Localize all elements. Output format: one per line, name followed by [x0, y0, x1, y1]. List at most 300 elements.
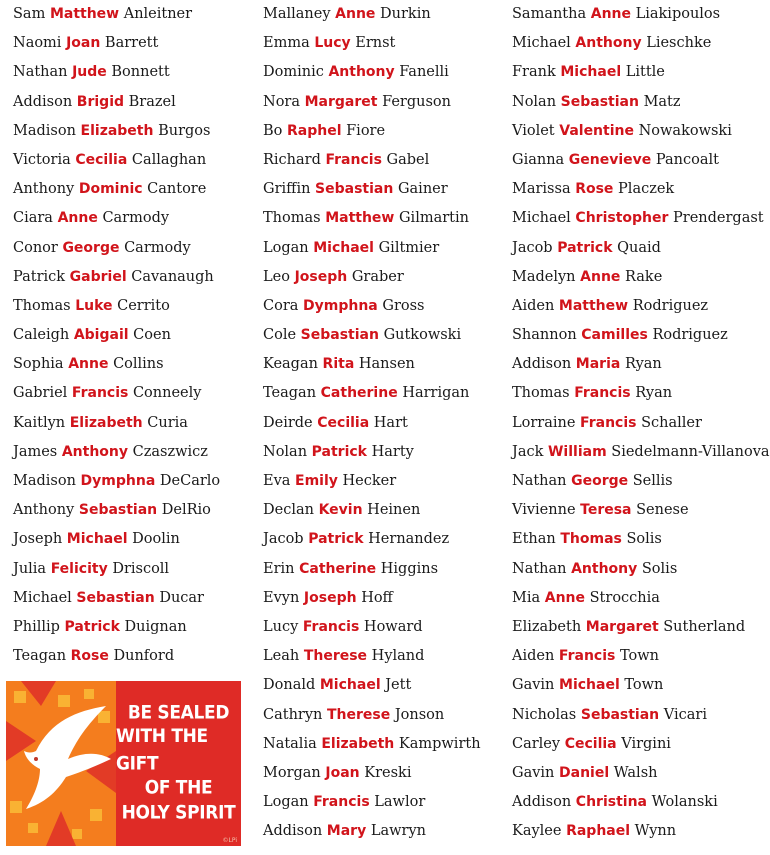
- name-entry: [13, 117, 220, 146]
- first-name: Lorraine: [512, 414, 576, 431]
- saint-name: Patrick: [557, 239, 613, 256]
- first-name: Gabriel: [13, 385, 68, 402]
- last-name: Schaller: [641, 414, 702, 431]
- name-entry: [263, 379, 481, 408]
- last-name: Walsh: [613, 764, 658, 781]
- banner-line: BE SEALED: [127, 701, 230, 724]
- name-entry: [512, 263, 770, 292]
- last-name: Wynn: [634, 823, 677, 840]
- saint-name: Sebastian: [300, 327, 379, 344]
- saint-name: Patrick: [311, 443, 367, 460]
- last-name: Town: [619, 648, 659, 665]
- name-entry: [263, 409, 481, 438]
- saint-name: Camilles: [581, 327, 648, 344]
- name-entry: [512, 817, 770, 846]
- name-entry: [263, 29, 481, 58]
- banner-line: HOLY SPIRIT: [121, 801, 236, 824]
- name-entry: [512, 701, 770, 730]
- last-name: Gross: [382, 297, 425, 314]
- saint-name: Michael: [66, 531, 128, 548]
- name-entry: [512, 0, 770, 29]
- name-entry: [263, 788, 481, 817]
- saint-name: Joseph: [294, 268, 348, 285]
- name-entry: [512, 117, 770, 146]
- saint-name: Matthew: [325, 210, 395, 227]
- name-entry: [13, 379, 220, 408]
- saint-name: Kevin: [318, 502, 363, 519]
- first-name: Kaylee: [512, 823, 562, 840]
- name-entry: [512, 321, 770, 350]
- saint-name: Anthony: [61, 443, 129, 460]
- first-name: Thomas: [263, 210, 321, 227]
- last-name: Wolanski: [651, 794, 718, 811]
- name-entry: [13, 467, 220, 496]
- name-entry: [263, 438, 481, 467]
- first-name: Caleigh: [13, 327, 70, 344]
- first-name: Richard: [263, 151, 321, 168]
- saint-name: Michael: [319, 677, 381, 694]
- first-name: Thomas: [512, 385, 570, 402]
- saint-name: Dominic: [78, 181, 143, 198]
- name-entry: [263, 467, 481, 496]
- saint-name: Sebastian: [76, 589, 155, 606]
- last-name: Barrett: [104, 35, 159, 52]
- name-entry: [13, 350, 220, 379]
- first-name: Sam: [13, 6, 46, 22]
- first-name: Dominic: [263, 64, 324, 81]
- saint-name: Cecilia: [564, 735, 617, 752]
- last-name: Cantore: [147, 181, 207, 198]
- last-name: Sutherland: [663, 618, 746, 635]
- first-name: Michael: [512, 210, 571, 227]
- name-entry: [263, 701, 481, 730]
- name-entry: [263, 525, 481, 554]
- name-entry: [13, 642, 220, 671]
- first-name: Marissa: [512, 181, 571, 198]
- first-name: Michael: [512, 35, 571, 52]
- saint-name: Sebastian: [315, 181, 394, 198]
- first-name: Mia: [512, 589, 541, 606]
- name-entry: [263, 496, 481, 525]
- saint-name: Thomas: [560, 531, 622, 548]
- last-name: Senese: [636, 502, 689, 519]
- last-name: Sellis: [632, 473, 673, 489]
- saint-name: Cecilia: [317, 414, 370, 431]
- saint-name: Francis: [302, 618, 360, 635]
- name-entry: [13, 29, 220, 58]
- last-name: Ryan: [624, 356, 662, 373]
- first-name: Griffin: [263, 181, 311, 198]
- first-name: Addison: [263, 823, 323, 840]
- saint-name: Joseph: [303, 589, 357, 606]
- name-entry: [512, 642, 770, 671]
- first-name: Emma: [263, 35, 310, 52]
- saint-name: Sebastian: [580, 706, 660, 723]
- saint-name: Michael: [560, 64, 622, 81]
- first-name: Teagan: [13, 648, 67, 665]
- name-entry: [13, 204, 220, 233]
- last-name: Giltmier: [378, 239, 440, 256]
- last-name: Placzek: [618, 181, 675, 198]
- last-name: Conneely: [132, 385, 202, 402]
- names-column-3: [512, 0, 770, 846]
- name-entry: [512, 584, 770, 613]
- name-entry: [13, 88, 220, 117]
- saint-name: Catherine: [299, 560, 377, 577]
- last-name: Durkin: [380, 6, 431, 22]
- first-name: Anthony: [13, 502, 75, 519]
- last-name: Harrigan: [402, 385, 470, 402]
- last-name: Little: [625, 64, 665, 81]
- first-name: Mallaney: [263, 6, 331, 22]
- name-entry: [13, 292, 220, 321]
- last-name: Hoff: [361, 589, 393, 606]
- first-name: Gavin: [512, 764, 555, 781]
- first-name: Jack: [512, 443, 544, 460]
- last-name: Callaghan: [131, 151, 207, 168]
- last-name: Pancoalt: [655, 151, 719, 168]
- saint-name: George: [571, 473, 629, 489]
- last-name: Lawryn: [370, 823, 426, 840]
- first-name: Nolan: [512, 93, 557, 110]
- last-name: Ernst: [355, 35, 396, 52]
- first-name: Gavin: [512, 677, 555, 694]
- saint-name: Sebastian: [78, 502, 158, 519]
- last-name: Lieschke: [646, 35, 712, 52]
- name-entry: [263, 613, 481, 642]
- name-entry: [263, 175, 481, 204]
- names-column-1: [13, 0, 220, 671]
- first-name: Michael: [13, 589, 72, 606]
- first-name: Ciara: [13, 210, 53, 227]
- saint-name: Genevieve: [568, 151, 652, 168]
- first-name: Erin: [263, 560, 295, 577]
- saint-name: Mary: [326, 823, 367, 840]
- saint-name: Maria: [575, 356, 621, 373]
- last-name: Matz: [643, 93, 681, 110]
- last-name: Heinen: [367, 502, 421, 519]
- saint-name: Matthew: [49, 6, 120, 22]
- first-name: Eva: [263, 473, 291, 489]
- saint-name: Joan: [325, 764, 360, 781]
- first-name: Jacob: [263, 531, 304, 548]
- name-entry: [263, 88, 481, 117]
- first-name: James: [13, 443, 58, 460]
- name-entry: [512, 175, 770, 204]
- first-name: Keagan: [263, 356, 318, 373]
- first-name: Addison: [512, 794, 572, 811]
- name-entry: [263, 292, 481, 321]
- saint-name: Francis: [71, 385, 129, 402]
- last-name: Rake: [625, 268, 663, 285]
- first-name: Anthony: [13, 181, 75, 198]
- last-name: Czaszwicz: [132, 443, 208, 460]
- name-entry: [512, 409, 770, 438]
- first-name: Declan: [263, 502, 314, 519]
- name-entry: [13, 263, 220, 292]
- first-name: Joseph: [13, 531, 63, 548]
- last-name: Graber: [351, 268, 404, 285]
- name-entry: [512, 555, 770, 584]
- name-entry: [13, 0, 220, 29]
- first-name: Morgan: [263, 764, 321, 781]
- first-name: Nathan: [512, 473, 567, 489]
- copyright-mark: ©LPi: [222, 837, 237, 844]
- name-entry: [13, 525, 220, 554]
- saint-name: Anne: [57, 210, 98, 227]
- last-name: Solis: [626, 531, 662, 548]
- saint-name: Anne: [590, 6, 631, 22]
- last-name: Vicari: [663, 706, 707, 723]
- last-name: Fanelli: [399, 64, 449, 81]
- saint-name: Patrick: [64, 618, 120, 635]
- last-name: DelRio: [161, 502, 211, 519]
- last-name: Collins: [113, 356, 164, 373]
- saint-name: Teresa: [580, 502, 632, 519]
- saint-name: Rose: [70, 648, 109, 665]
- first-name: Carley: [512, 735, 561, 752]
- last-name: Siedelmann-Villanova: [611, 443, 770, 460]
- saint-name: Francis: [325, 151, 382, 168]
- last-name: Quaid: [617, 239, 661, 256]
- first-name: Vivienne: [512, 502, 576, 519]
- last-name: Gainer: [397, 181, 448, 198]
- saint-name: Luke: [75, 297, 113, 314]
- saint-name: Rita: [322, 356, 355, 373]
- first-name: Logan: [263, 239, 309, 256]
- last-name: Kreski: [364, 764, 412, 781]
- first-name: Kaitlyn: [13, 414, 66, 431]
- saint-name: Patrick: [308, 531, 364, 548]
- name-entry: [13, 555, 220, 584]
- first-name: Cole: [263, 327, 297, 344]
- name-entry: [263, 671, 481, 700]
- name-entry: [512, 204, 770, 233]
- saint-name: Christopher: [575, 210, 669, 227]
- name-entry: [13, 438, 220, 467]
- first-name: Elizabeth: [512, 618, 582, 635]
- name-entry: [263, 263, 481, 292]
- name-entry: [512, 467, 770, 496]
- name-entry: [13, 409, 220, 438]
- first-name: Aiden: [512, 648, 555, 665]
- first-name: Shannon: [512, 327, 577, 344]
- name-entry: [13, 321, 220, 350]
- saint-name: Daniel: [559, 764, 610, 781]
- last-name: Town: [624, 677, 664, 694]
- last-name: Cerrito: [117, 297, 170, 314]
- last-name: Prendergast: [673, 210, 764, 227]
- name-entry: [512, 525, 770, 554]
- last-name: Nowakowski: [638, 122, 732, 139]
- saint-name: William: [547, 443, 607, 460]
- name-entry: [512, 350, 770, 379]
- last-name: Hart: [373, 414, 408, 431]
- last-name: Lawlor: [374, 794, 426, 811]
- saint-name: Sebastian: [560, 93, 639, 110]
- saint-name: Dymphna: [80, 473, 156, 489]
- saint-name: Elizabeth: [321, 735, 395, 752]
- last-name: Kampwirth: [398, 735, 481, 752]
- last-name: Ducar: [159, 589, 204, 606]
- saint-name: Christina: [575, 794, 647, 811]
- name-entry: [512, 730, 770, 759]
- name-entry: [512, 292, 770, 321]
- last-name: Duignan: [124, 618, 187, 635]
- last-name: Doolin: [132, 531, 180, 548]
- last-name: Solis: [641, 560, 678, 577]
- dove-artwork: [6, 681, 116, 846]
- saint-name: Francis: [558, 648, 616, 665]
- saint-name: Raphael: [566, 823, 631, 840]
- name-entry: [263, 0, 481, 29]
- name-entry: [512, 88, 770, 117]
- saint-name: Therese: [303, 648, 368, 665]
- last-name: Carmody: [102, 210, 170, 227]
- name-entry: [13, 58, 220, 87]
- saint-name: Anne: [580, 268, 621, 285]
- first-name: Nathan: [512, 560, 567, 577]
- last-name: Cavanaugh: [131, 268, 214, 285]
- name-entry: [512, 379, 770, 408]
- name-entry: [512, 234, 770, 263]
- name-entry: [13, 584, 220, 613]
- first-name: Madison: [13, 473, 76, 489]
- banner-text: [116, 681, 241, 846]
- name-entry: [263, 321, 481, 350]
- name-entry: [512, 613, 770, 642]
- name-entry: [263, 350, 481, 379]
- dove-icon: [6, 681, 116, 846]
- first-name: Nolan: [263, 443, 308, 460]
- saint-name: Gabriel: [69, 268, 127, 285]
- first-name: Phillip: [13, 618, 60, 635]
- saint-name: Lucy: [314, 35, 351, 52]
- first-name: Cora: [263, 297, 299, 314]
- last-name: Strocchia: [589, 589, 660, 606]
- saint-name: Anthony: [328, 64, 395, 81]
- saint-name: Abigail: [73, 327, 129, 344]
- name-entry: [13, 613, 220, 642]
- last-name: Jonson: [394, 706, 445, 723]
- first-name: Evyn: [263, 589, 300, 606]
- name-entry: [263, 117, 481, 146]
- first-name: Patrick: [13, 268, 66, 285]
- name-entry: [512, 146, 770, 175]
- first-name: Leah: [263, 648, 300, 665]
- saint-name: Michael: [313, 239, 374, 256]
- last-name: Rodriguez: [652, 327, 728, 344]
- name-entry: [263, 234, 481, 263]
- first-name: Nathan: [13, 64, 68, 81]
- last-name: Curia: [147, 414, 188, 431]
- first-name: Conor: [13, 239, 58, 256]
- saint-name: Elizabeth: [80, 122, 154, 139]
- first-name: Samantha: [512, 6, 587, 22]
- saint-name: Francis: [574, 385, 631, 402]
- name-entry: [512, 759, 770, 788]
- saint-name: Catherine: [320, 385, 398, 402]
- first-name: Gianna: [512, 151, 565, 168]
- first-name: Julia: [13, 560, 47, 577]
- last-name: Higgins: [380, 560, 439, 577]
- saint-name: Brigid: [76, 93, 125, 110]
- saint-name: Felicity: [50, 560, 108, 577]
- last-name: Dunford: [113, 648, 175, 665]
- first-name: Addison: [512, 356, 572, 373]
- last-name: Driscoll: [112, 560, 170, 577]
- last-name: Coen: [133, 327, 171, 344]
- first-name: Donald: [263, 677, 316, 694]
- saint-name: Anthony: [575, 35, 642, 52]
- last-name: Hyland: [371, 648, 425, 665]
- saint-name: Anne: [68, 356, 109, 373]
- first-name: Lucy: [263, 618, 299, 635]
- name-entry: [263, 58, 481, 87]
- first-name: Madelyn: [512, 268, 576, 285]
- first-name: Nora: [263, 93, 300, 110]
- first-name: Ethan: [512, 531, 556, 548]
- last-name: Gabel: [386, 151, 430, 168]
- name-entry: [263, 555, 481, 584]
- last-name: Hernandez: [368, 531, 450, 548]
- first-name: Aiden: [512, 297, 555, 314]
- banner-line: OF THE: [144, 776, 213, 799]
- last-name: Bonnett: [111, 64, 170, 81]
- first-name: Bo: [263, 122, 283, 139]
- saint-name: Valentine: [559, 122, 634, 139]
- first-name: Logan: [263, 794, 309, 811]
- last-name: Fiore: [346, 122, 386, 139]
- last-name: Hecker: [342, 473, 397, 489]
- last-name: Carmody: [124, 239, 191, 256]
- saint-name: Cecilia: [75, 151, 128, 168]
- name-entry: [263, 204, 481, 233]
- name-entry: [263, 584, 481, 613]
- banner-line: WITH THE GIFT: [116, 725, 208, 776]
- last-name: Ferguson: [382, 93, 451, 110]
- last-name: Virgini: [621, 735, 671, 752]
- name-entry: [263, 146, 481, 175]
- last-name: Brazel: [128, 93, 176, 110]
- name-entry: [13, 234, 220, 263]
- last-name: Harty: [371, 443, 414, 460]
- first-name: Cathryn: [263, 706, 323, 723]
- saint-name: Margaret: [304, 93, 378, 110]
- first-name: Teagan: [263, 385, 317, 402]
- name-entry: [263, 759, 481, 788]
- name-entry: [263, 730, 481, 759]
- last-name: Rodriguez: [632, 297, 709, 314]
- first-name: Frank: [512, 64, 556, 81]
- saint-name: Francis: [313, 794, 370, 811]
- holy-spirit-banner: [6, 681, 241, 846]
- first-name: Victoria: [13, 151, 71, 168]
- saint-name: Elizabeth: [69, 414, 143, 431]
- name-entry: [512, 496, 770, 525]
- name-entry: [263, 642, 481, 671]
- name-entry: [512, 58, 770, 87]
- saint-name: Matthew: [558, 297, 629, 314]
- first-name: Leo: [263, 268, 290, 285]
- last-name: Burgos: [158, 122, 211, 139]
- first-name: Madison: [13, 122, 76, 139]
- saint-name: Emily: [295, 473, 338, 489]
- name-entry: [13, 175, 220, 204]
- first-name: Violet: [512, 122, 555, 139]
- saint-name: Jude: [72, 64, 107, 81]
- last-name: Jett: [385, 677, 412, 694]
